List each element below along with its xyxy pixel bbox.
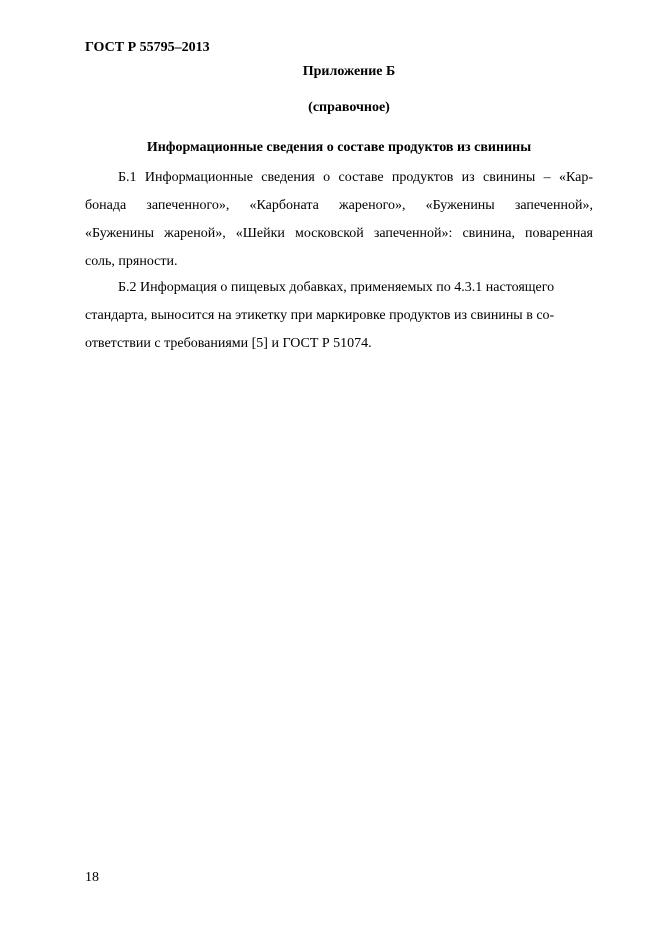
appendix-title: Приложение Б (302, 64, 396, 79)
paragraph-b2-line: ответствии с требованиями [5] и ГОСТ Р 51074. (85, 336, 372, 351)
paragraph-b1-line: «Буженины жареной», «Шейки московской запеченной»: свинина, поваренная (85, 226, 593, 241)
paragraph-b2-line: Б.2 Информация о пищевых добавках, применяемых по 4.3.1 настоящего (118, 280, 555, 295)
appendix-type: (справочное) (308, 100, 390, 115)
paragraph-b1-line: бонада запеченного», «Карбоната жареного», «Буженины запеченной», (85, 198, 593, 213)
paragraph-b2-line: стандарта, выносится на этикетку при маркировке продуктов из свинины в со- (85, 308, 555, 323)
document-code-header: ГОСТ Р 55795–2013 (85, 40, 210, 55)
paragraph-b1-line: соль, пряности. (85, 254, 178, 269)
paragraph-b1-line: Б.1 Информационные сведения о составе продуктов из свинины – «Кар- (118, 170, 593, 185)
section-title: Информационные сведения о составе продуктов из свинины (146, 140, 532, 155)
page-number: 18 (85, 870, 99, 885)
